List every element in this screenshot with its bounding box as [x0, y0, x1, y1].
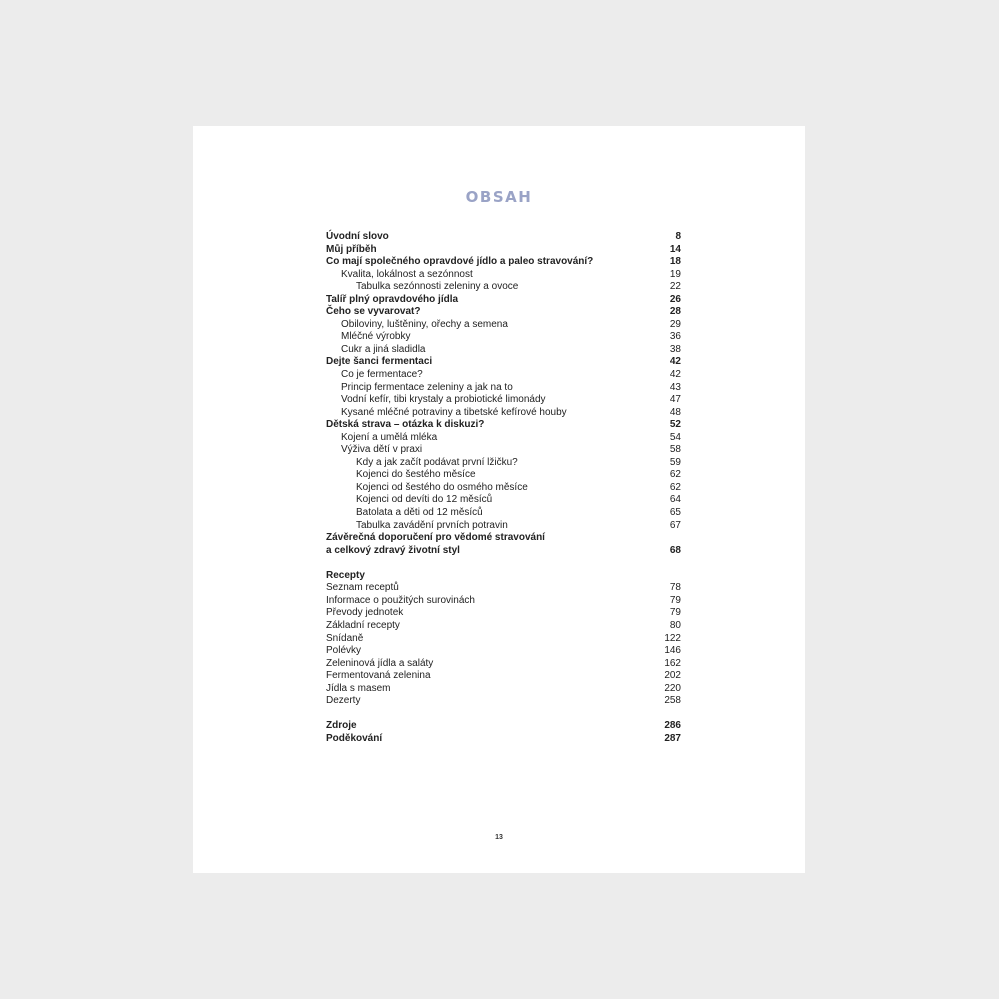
toc-entry: [326, 469, 681, 482]
toc-entry: [326, 394, 681, 407]
toc-entry-label: Talíř plný opravdového jídla: [326, 293, 459, 305]
toc-entry-label: Zdroje: [326, 720, 357, 732]
toc-entry-page: 8: [675, 231, 681, 242]
toc-entry: [326, 407, 681, 420]
toc-entry-page: 52: [669, 419, 681, 431]
toc-entry: [326, 444, 681, 457]
toc-entry-page: 202: [664, 670, 681, 682]
toc-entry: [326, 582, 681, 595]
toc-entry-page: 28: [669, 306, 681, 318]
toc-entry: [326, 607, 681, 620]
toc-entry-page: 43: [669, 381, 681, 393]
toc-entry-label: Seznam receptů: [326, 582, 399, 594]
toc-entry: [326, 545, 681, 558]
toc-entry: [326, 570, 681, 583]
toc-entry-label: Co mají společného opravdové jídlo a paleo stravování?: [326, 256, 594, 268]
toc-entry: [326, 683, 681, 696]
toc-entry-page: 14: [669, 243, 681, 255]
toc-entry-page: 67: [669, 519, 681, 531]
toc-entry-label: Úvodní slovo: [326, 231, 389, 242]
toc-entry-page: 65: [669, 507, 681, 519]
toc-entry-page: 19: [669, 268, 681, 280]
toc-entry-label: Cukr a jiná sladidla: [341, 343, 426, 355]
toc-entry-page: 79: [669, 607, 681, 619]
toc-entry-page: 68: [669, 544, 681, 556]
toc-entry-label: Kvalita, lokálnost a sezónnost: [341, 268, 473, 280]
toc-entry-label: Zeleninová jídla a saláty: [326, 657, 434, 669]
toc-entry-page: 36: [669, 331, 681, 343]
toc-entry-page: 22: [669, 281, 681, 293]
toc-entry-page: 47: [669, 394, 681, 406]
toc-entry-page: 29: [669, 318, 681, 330]
toc-entry-label: Co je fermentace?: [341, 369, 423, 381]
toc-entry-label: Výživa dětí v praxi: [341, 444, 423, 456]
toc-entry-label: Kojenci od šestého do osmého měsíce: [356, 481, 528, 493]
toc-entry-page: 42: [669, 356, 681, 368]
toc-entry: [326, 231, 681, 244]
toc-entry-label: Kojenci od devíti do 12 měsíců: [356, 494, 493, 506]
toc-entry-label: Základní recepty: [326, 619, 400, 631]
toc-entry: [326, 733, 681, 746]
toc-entry: [326, 344, 681, 357]
book-page: [193, 126, 805, 873]
toc-entry-page: 38: [669, 343, 681, 355]
toc-entry-label: Dezerty: [326, 695, 361, 707]
toc-entry-label: Dejte šanci fermentaci: [326, 356, 433, 368]
toc-entry: [326, 369, 681, 382]
toc-entry-label: Recepty: [326, 569, 365, 581]
toc-entry-label: Kojení a umělá mléka: [341, 431, 438, 443]
toc-entry-page: 78: [669, 582, 681, 594]
toc-entry-label: Batolata a děti od 12 měsíců: [356, 507, 483, 519]
toc-entry: [326, 331, 681, 344]
toc-entry-page: 162: [664, 657, 681, 669]
toc-entry-page: 42: [669, 369, 681, 381]
toc-entry-label: Závěrečná doporučení pro vědomé stravování: [326, 532, 545, 544]
toc-entry-label: Kysané mléčné potraviny a tibetské kefírové houby: [341, 406, 567, 418]
toc-entry: [326, 432, 681, 445]
toc-entry-label: a celkový zdravý životní styl: [326, 544, 460, 556]
toc-entry-page: 54: [669, 431, 681, 443]
table-of-contents: [326, 231, 681, 745]
toc-entry-label: Obiloviny, luštěniny, ořechy a semena: [341, 318, 508, 330]
toc-entry: [326, 319, 681, 332]
toc-entry: [326, 256, 681, 269]
toc-entry-page: 287: [664, 732, 681, 744]
toc-entry: [326, 633, 681, 646]
toc-entry-label: Kojenci do šestého měsíce: [356, 469, 476, 481]
toc-entry: [326, 720, 681, 733]
toc-entry: [326, 419, 681, 432]
toc-entry: [326, 620, 681, 633]
toc-entry-page: 26: [669, 293, 681, 305]
toc-entry: [326, 244, 681, 257]
toc-entry: [326, 269, 681, 282]
toc-entry-label: Čeho se vyvarovat?: [326, 306, 421, 318]
toc-entry-label: Kdy a jak začít podávat první lžičku?: [356, 456, 518, 468]
toc-entry-page: 62: [669, 469, 681, 481]
toc-entry: [326, 658, 681, 671]
toc-entry-page: 80: [669, 619, 681, 631]
toc-entry-label: Princip fermentace zeleniny a jak na to: [341, 381, 513, 393]
toc-entry-page: 48: [669, 406, 681, 418]
toc-entry-page: 146: [664, 645, 681, 657]
toc-entry: [326, 294, 681, 307]
toc-entry: [326, 645, 681, 658]
toc-entry: [326, 281, 681, 294]
toc-entry-label: Mléčné výrobky: [341, 331, 411, 343]
toc-entry-page: 220: [664, 682, 681, 694]
toc-entry: [326, 595, 681, 608]
toc-entry-label: Fermentovaná zelenina: [326, 670, 431, 682]
toc-entry: [326, 356, 681, 369]
toc-entry-page: 58: [669, 444, 681, 456]
toc-entry-label: Tabulka zavádění prvních potravin: [356, 519, 508, 531]
toc-entry: [326, 482, 681, 495]
toc-entry: [326, 457, 681, 470]
toc-entry-page: 64: [669, 494, 681, 506]
toc-entry: [326, 507, 681, 520]
toc-entry-label: Jídla s masem: [326, 682, 391, 694]
toc-entry-page: 18: [669, 256, 681, 268]
toc-entry-page: 122: [664, 632, 681, 644]
page-number: 13: [495, 834, 503, 841]
toc-entry-label: Dětská strava – otázka k diskuzi?: [326, 419, 485, 431]
toc-entry-page: 258: [664, 695, 681, 707]
toc-entry-label: Poděkování: [326, 732, 383, 744]
toc-entry: [326, 520, 681, 533]
toc-entry-label: Informace o použitých surovinách: [326, 594, 475, 606]
toc-entry-label: Snídaně: [326, 632, 364, 644]
toc-entry-page: 79: [669, 594, 681, 606]
toc-entry: [326, 670, 681, 683]
toc-entry: [326, 494, 681, 507]
toc-entry: [326, 695, 681, 708]
toc-entry-page: 62: [669, 481, 681, 493]
toc-entry-label: Vodní kefír, tibi krystaly a probiotické limonády: [341, 394, 546, 406]
toc-entry: [326, 306, 681, 319]
toc-entry: [326, 532, 681, 545]
toc-entry-label: Převody jednotek: [326, 607, 404, 619]
toc-entry-label: Polévky: [326, 645, 362, 657]
toc-entry: [326, 382, 681, 395]
toc-entry-label: Tabulka sezónnosti zeleniny a ovoce: [356, 281, 519, 293]
page-title: OBSAH: [465, 188, 533, 206]
toc-entry-page: 59: [669, 456, 681, 468]
toc-entry-page: 286: [664, 720, 681, 732]
toc-entry-label: Můj příběh: [326, 243, 377, 255]
